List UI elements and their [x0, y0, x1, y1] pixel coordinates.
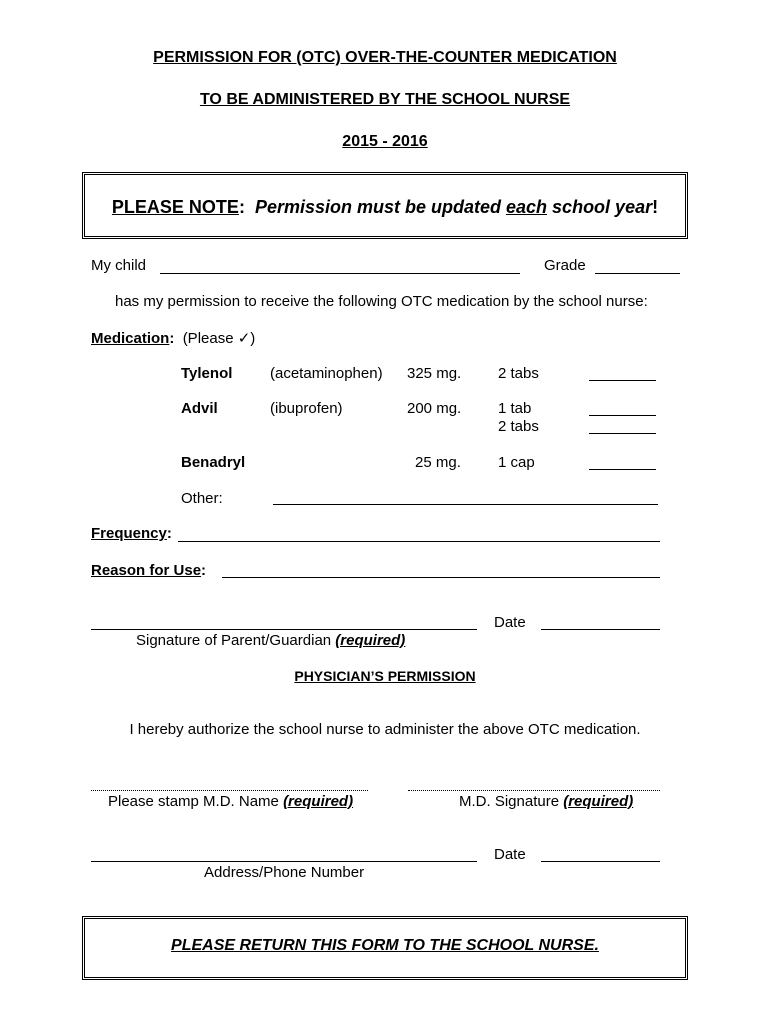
- check-field[interactable]: [589, 433, 656, 434]
- address-phone-label: Address/Phone Number: [204, 864, 365, 881]
- check-field[interactable]: [589, 469, 656, 470]
- parent-date-label: Date: [494, 614, 526, 631]
- med-amount: 1 cap: [498, 454, 535, 471]
- med-dose: 200 mg.: [407, 400, 462, 417]
- med-amount: 1 tab: [498, 400, 532, 417]
- required-label: (required): [563, 793, 634, 810]
- frequency-field[interactable]: [178, 541, 660, 542]
- medication-instruction: (Please ✓): [182, 330, 256, 347]
- md-signature-caption: [459, 793, 633, 810]
- med-generic: (ibuprofen): [270, 400, 343, 417]
- authorize-text: I hereby authorize the school nurse to administer the above OTC medication.: [129, 721, 641, 738]
- parent-signature-label: Signature of Parent/Guardian: [136, 632, 336, 649]
- return-text: PLEASE RETURN THIS FORM TO THE SCHOOL NURSE.: [171, 937, 599, 954]
- reason-label: Reason for Use: [91, 562, 202, 579]
- med-name: Benadryl: [181, 454, 246, 471]
- parent-signature-field[interactable]: [91, 629, 477, 630]
- frequency-colon: :: [166, 525, 172, 542]
- reason-heading: [91, 562, 206, 579]
- med-dose: 25 mg.: [415, 454, 461, 471]
- md-signature-label: M.D. Signature: [459, 793, 564, 810]
- check-field[interactable]: [589, 380, 656, 381]
- note-each: each: [506, 197, 548, 217]
- check-field[interactable]: [589, 415, 656, 416]
- note-label: PLEASE NOTE: [111, 197, 239, 217]
- my-child-label: My child: [91, 257, 147, 274]
- med-name: Advil: [181, 400, 218, 417]
- other-field[interactable]: [273, 504, 658, 505]
- permission-text: has my permission to receive the following OTC medication by the school nurse:: [115, 293, 648, 310]
- note-after: school year: [547, 197, 653, 217]
- md-stamp-field[interactable]: [91, 790, 368, 791]
- frequency-heading: [91, 525, 172, 542]
- reason-field[interactable]: [222, 577, 660, 578]
- med-amount: 2 tabs: [498, 418, 539, 435]
- grade-label: Grade: [544, 257, 586, 274]
- address-phone-field[interactable]: [91, 861, 477, 862]
- form-title: PERMISSION FOR (OTC) OVER-THE-COUNTER MEDICATION: [153, 49, 617, 66]
- note-before: Permission must be updated: [254, 197, 507, 217]
- grade-field[interactable]: [595, 273, 680, 274]
- note-colon: :: [238, 197, 245, 217]
- other-label: Other:: [181, 490, 223, 507]
- parent-signature-caption: [136, 632, 405, 649]
- physician-heading: PHYSICIAN’S PERMISSION: [294, 668, 476, 684]
- parent-date-field[interactable]: [541, 629, 660, 630]
- note-text: [0, 197, 770, 218]
- md-signature-field[interactable]: [408, 790, 660, 791]
- med-dose: 325 mg.: [407, 365, 462, 382]
- child-name-field[interactable]: [160, 273, 520, 274]
- medication-heading: [91, 329, 255, 347]
- medication-colon: :: [169, 330, 175, 347]
- med-name: Tylenol: [181, 365, 233, 382]
- md-date-label: Date: [494, 846, 526, 863]
- med-amount: 2 tabs: [498, 365, 539, 382]
- frequency-label: Frequency: [91, 525, 167, 542]
- note-bang: !: [652, 197, 659, 217]
- required-label: (required): [283, 793, 354, 810]
- md-date-field[interactable]: [541, 861, 660, 862]
- form-subtitle: TO BE ADMINISTERED BY THE SCHOOL NURSE: [199, 91, 571, 108]
- md-stamp-caption: [108, 793, 353, 810]
- med-generic: (acetaminophen): [270, 365, 383, 382]
- school-year: 2015 - 2016: [342, 133, 428, 150]
- required-label: (required): [335, 632, 406, 649]
- reason-colon: :: [201, 562, 207, 579]
- medication-label: Medication: [91, 330, 170, 347]
- md-stamp-label: Please stamp M.D. Name: [108, 793, 284, 810]
